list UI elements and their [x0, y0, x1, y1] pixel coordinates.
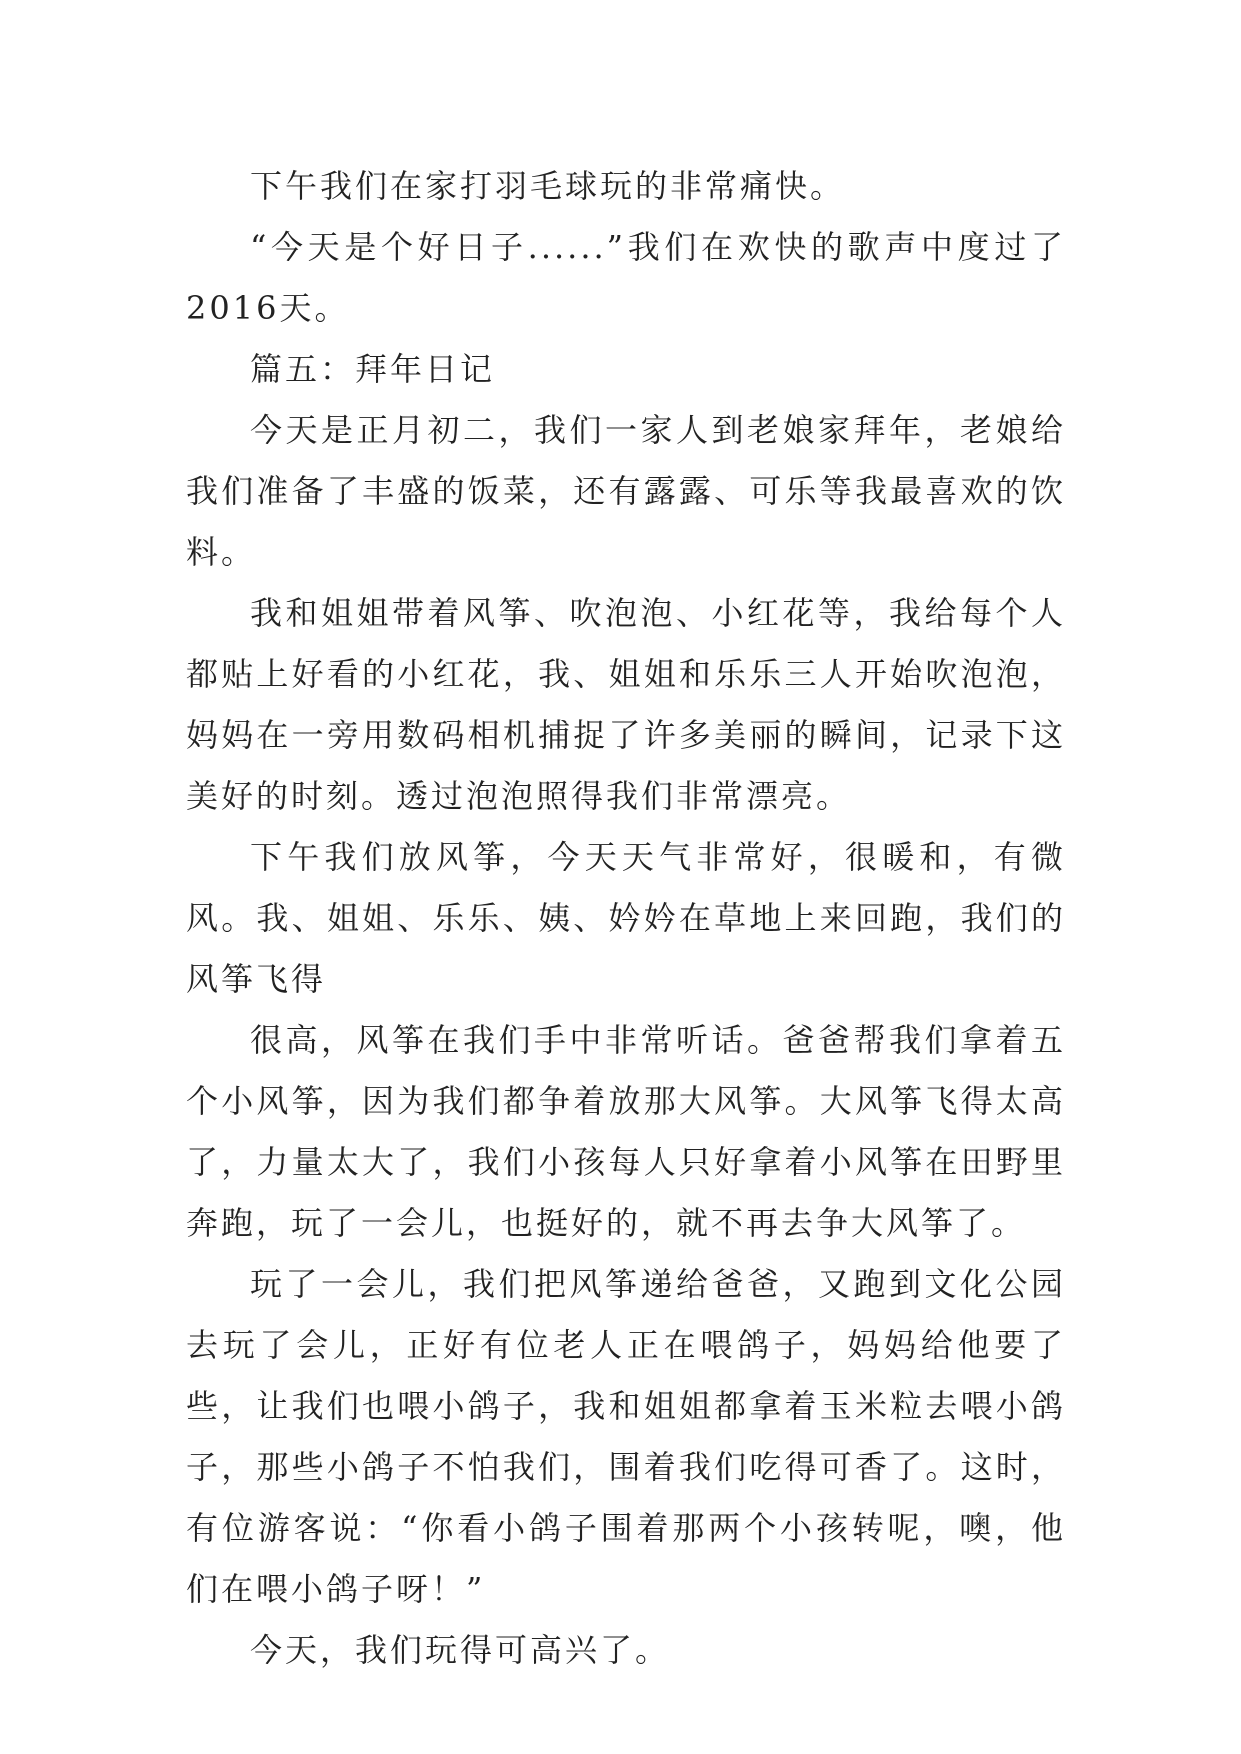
paragraph-closing: 今天，我们玩得可高兴了。	[250, 1631, 671, 1669]
paragraph-bubbles: 我和姐姐带着风筝、吹泡泡、小红花等，我给每个人都贴上好看的小红花，我、姐姐和乐乐三人开始吹泡泡，妈妈在一旁用数码相机捕捉了许多美丽的瞬间，记录下这美好的时刻。透过泡泡照得我们非常漂亮。	[186, 594, 1066, 815]
paragraph-badminton: 下午我们在家打羽毛球玩的非常痛快。	[250, 167, 846, 205]
section-heading: 篇五：拜年日记	[250, 350, 496, 388]
paragraph-new-year-visit: 今天是正月初二，我们一家人到老娘家拜年，老娘给我们准备了丰盛的饭菜，还有露露、可乐等我最喜欢的饮料。	[186, 411, 1066, 571]
paragraph-kite-continued: 很高，风筝在我们手中非常听话。爸爸帮我们拿着五个小风筝，因为我们都争着放那大风筝。大风筝飞得太高了，力量太大了，我们小孩每人只好拿着小风筝在田野里奔跑，玩了一会儿，也挺好的，就不再去争大风筝了。	[186, 1021, 1066, 1242]
paragraph-pigeons: 玩了一会儿，我们把风筝递给爸爸，又跑到文化公园去玩了会儿，正好有位老人正在喂鸽子，妈妈给他要了些，让我们也喂小鸽子，我和姐姐都拿着玉米粒去喂小鸽子，那些小鸽子不怕我们，围着我们吃得可香了。这时，有位游客说：“你看小鸽子围着那两个小孩转呢，噢，他们在喂小鸽子呀！”	[186, 1265, 1066, 1608]
paragraph-song: “今天是个好日子......”我们在欢快的歌声中度过了2016天。	[186, 228, 1066, 327]
paragraph-kite-start: 下午我们放风筝，今天天气非常好，很暖和，有微风。我、姐姐、乐乐、姨、妗妗在草地上来回跑，我们的风筝飞得	[186, 838, 1066, 998]
document-body	[186, 156, 1066, 1681]
